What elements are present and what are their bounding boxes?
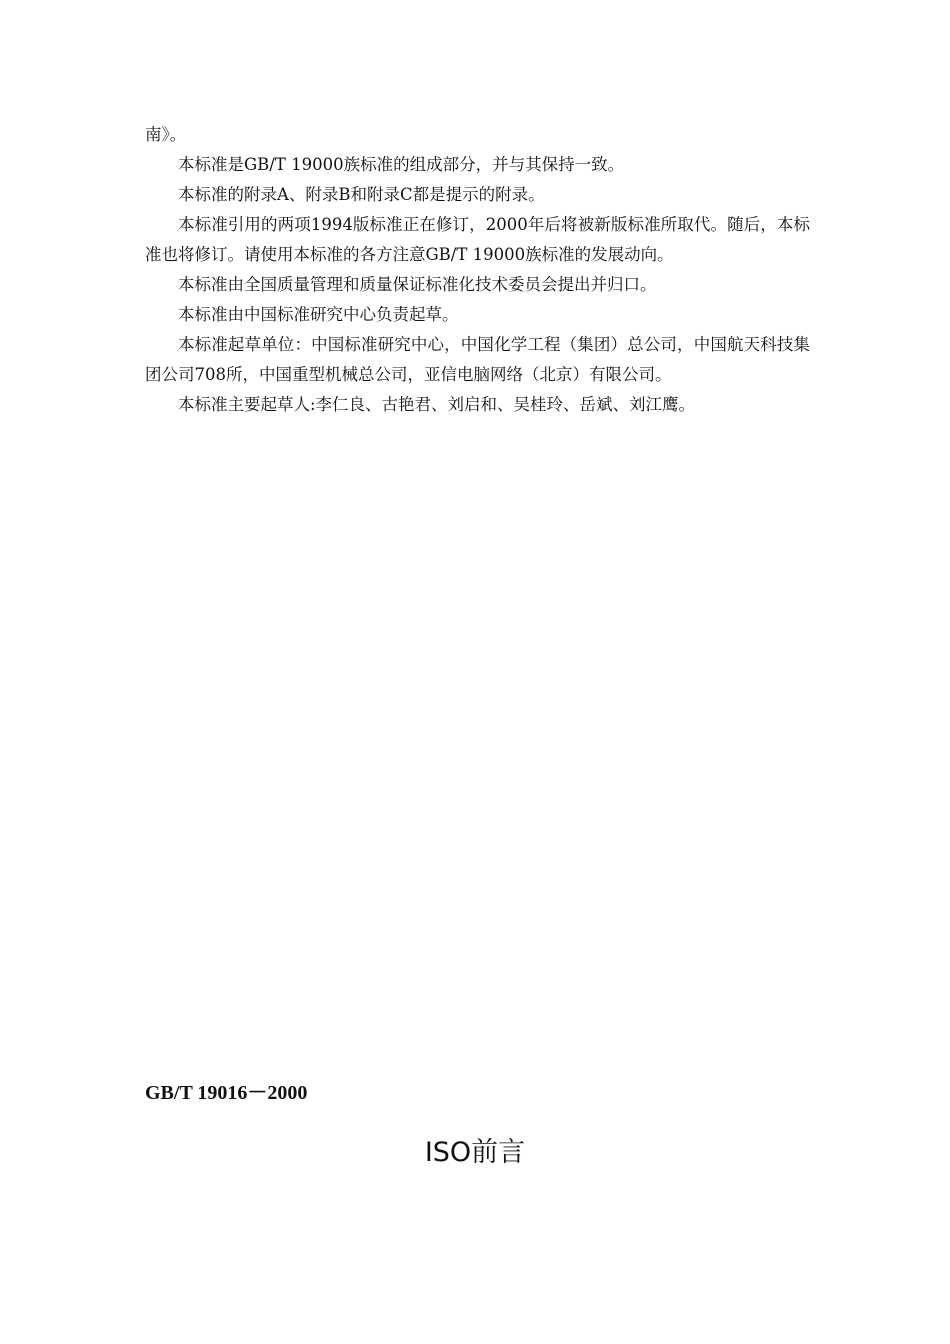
paragraph-3: 本标准引用的两项1994版标准正在修订，2000年后将被新版标准所取代。随后，本标准也将修订。请使用本标准的各方注意GB/T 19000族标准的发展动向。 — [145, 215, 810, 264]
section-title: ISO前言 — [424, 1137, 526, 1168]
foreword-body — [145, 120, 810, 420]
paragraph-1: 本标准是GB/T 19000族标准的组成部分，并与其保持一致。 — [178, 155, 625, 174]
paragraph-6: 本标准起草单位：中国标准研究中心，中国化学工程（集团）总公司，中国航天科技集团公司708所，中国重型机械总公司，亚信电脑网络（北京）有限公司。 — [145, 335, 810, 384]
paragraph-0: 南》。 — [145, 125, 187, 144]
paragraph-4: 本标准由全国质量管理和质量保证标准化技术委员会提出并归口。 — [178, 275, 657, 294]
paragraph-7: 本标准主要起草人:李仁良、古艳君、刘启和、吴桂玲、岳斌、刘江鹰。 — [178, 395, 696, 414]
paragraph-2: 本标准的附录A、附录B和附录C都是提示的附录。 — [178, 185, 545, 204]
paragraph-5: 本标准由中国标准研究中心负责起草。 — [178, 305, 459, 324]
standard-code: GB/T 19016－2000 — [145, 1082, 308, 1104]
